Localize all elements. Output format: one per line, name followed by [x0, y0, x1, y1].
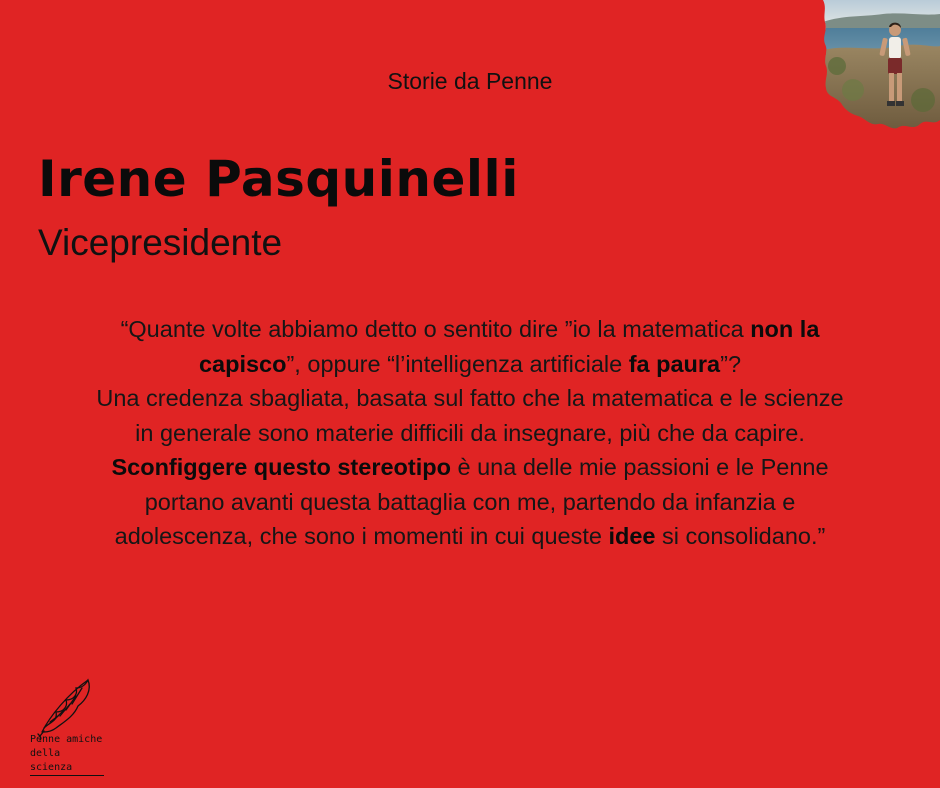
quote-block [90, 312, 850, 554]
logo-line-1: Penne amiche [30, 734, 103, 745]
portrait-photo [823, 0, 940, 132]
person-name: Irene Pasquinelli [38, 150, 519, 208]
quote-segment: ”? [720, 350, 742, 377]
logo-wordmark [30, 733, 104, 776]
quote-emphasis: Sconfiggere questo stereotipo [111, 454, 451, 480]
logo-line-2: della scienza [30, 747, 104, 776]
quote-segment: ”, oppure “l’intelligenza artificiale [286, 350, 629, 377]
quote-emphasis: fa paura [628, 350, 721, 377]
quote-text [90, 312, 850, 554]
quote-segment: si consolidano.” [655, 523, 826, 549]
quote-segment: è una delle mie passioni e le Penne portano avanti questa battaglia con me, partendo da infanzia e adolescenza, che sono i momenti in cui queste [114, 454, 829, 549]
quote-emphasis: idee [608, 523, 656, 549]
series-label: Storie da Penne [387, 68, 553, 94]
person-role: Vicepresidente [38, 222, 283, 263]
quote-segment: Una credenza sbagliata, basata sul fatto che la matematica e le scienze in generale sono materie difficili da insegnare, più che da capire. [96, 385, 844, 446]
quote-emphasis: non la capisco [198, 316, 820, 377]
quote-segment: “Quante volte abbiamo detto o sentito dire ”io la matematica [120, 316, 751, 342]
